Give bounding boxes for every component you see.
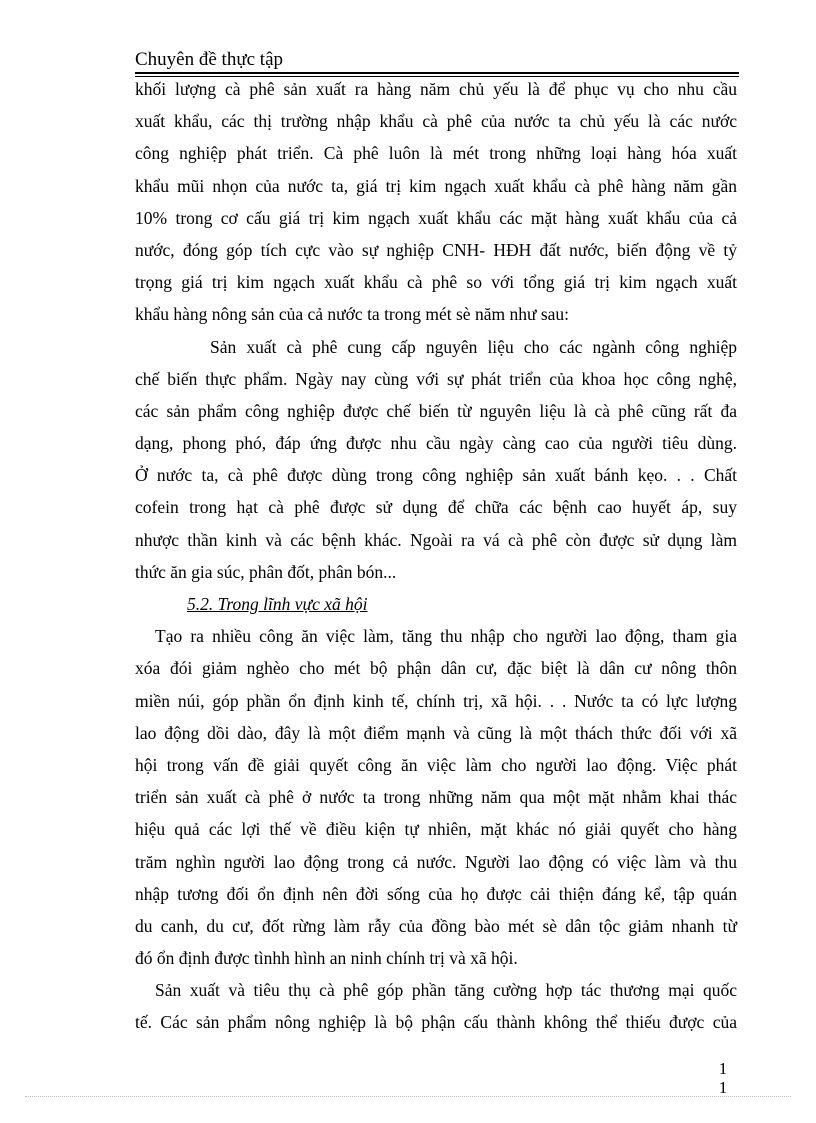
text-line: Ở nước ta, cà phê được dùng trong công nghiệp sản xuất bánh kẹo. . . Chất <box>135 465 737 486</box>
footer-divider <box>25 1096 791 1097</box>
text-line: tế. Các sản phẩm nông nghiệp là bộ phận cấu thành không thể thiếu được của <box>135 1012 737 1033</box>
text-line: xuất khẩu, các thị trường nhập khẩu cà phê của nước ta chủ yếu là các nước <box>135 111 737 132</box>
text-line: công nghiệp phát triển. Cà phê luôn là mét trong những loại hàng hóa xuất <box>135 143 737 164</box>
text-line: nhập tương đối ổn định nên đời sống của họ được cải thiện đáng kể, tập quán <box>135 883 737 904</box>
text-line: triển sản xuất cà phê ở nước ta trong những năm qua một mặt nhằm khai thác <box>135 787 737 808</box>
text-line: đó ổn định được tìnhh hình an ninh chính trị và xã hội. <box>135 948 518 969</box>
text-line: nước, đóng góp tích cực vào sự nghiệp CNH- HĐH đất nước, biến động về tỷ <box>135 239 737 260</box>
text-line: nhược thần kinh và các bệnh khác. Ngoài ra vá cà phê còn được sử dụng làm <box>135 529 737 550</box>
text-line: miền núi, góp phần ổn định kinh tế, chính trị, xã hội. . . Nước ta có lực lượng <box>135 690 737 711</box>
body-text <box>135 73 737 1039</box>
text-line: hội trong vấn đề giải quyết công ăn việc làm cho người lao động. Việc phát <box>135 754 737 775</box>
text-line: khối lượng cà phê sản xuất ra hàng năm chủ yếu là để phục vụ cho nhu cầu <box>135 79 737 99</box>
text-line: hiệu quả các lợi thế về điều kiện tự nhiên, mặt khác nó giải quyết cho hàng <box>135 819 737 840</box>
text-line: lao động dồi dào, đây là một điểm mạnh và cũng là một thách thức đối với xã <box>135 722 737 743</box>
text-line: thức ăn gia súc, phân đốt, phân bón... <box>135 561 397 582</box>
page-number: 1 <box>718 1078 728 1097</box>
section-heading: 5.2. Trong lĩnh vực xã hội <box>187 594 368 614</box>
text-line: xóa đói giảm nghèo cho mét bộ phận dân cư, đặc biệt là dân cư nông thôn <box>135 658 737 679</box>
page-number: 1 <box>718 1059 728 1078</box>
text-line: du canh, du cư, đốt rừng làm rẫy của đồng bào mét sè dân tộc giảm nhanh từ <box>135 915 737 936</box>
text-line: Sản xuất và tiêu thụ cà phê góp phần tăng cường hợp tác thương mại quốc <box>155 980 737 1001</box>
text-line: trăm nghìn người lao động trong cả nước. Người lao động có việc làm và thu <box>135 851 737 872</box>
text-line: cofein trong hạt cà phê được sử dụng để chữa các bệnh cao huyết áp, suy <box>135 497 737 518</box>
text-line: các sản phẩm công nghiệp được chế biến từ nguyên liệu là cà phê cũng rất đa <box>135 400 737 421</box>
text-line: khẩu hàng nông sản của cả nước ta trong mét sè năm như sau: <box>135 304 570 325</box>
text-line: Sản xuất cà phê cung cấp nguyên liệu cho các ngành công nghiệp <box>210 336 737 357</box>
text-line: dạng, phong phó, đáp ứng được nhu cầu ngày càng cao của người tiêu dùng. <box>135 433 737 454</box>
header-title: Chuyên đề thực tập <box>135 49 284 70</box>
text-line: trọng giá trị kim ngạch xuất khẩu cà phê so với tổng giá trị kim ngạch xuất <box>135 272 737 293</box>
text-line: chế biến thực phẩm. Ngày nay cùng với sự phát triển của khoa học công nghệ, <box>135 368 737 389</box>
text-line: Tạo ra nhiều công ăn việc làm, tăng thu nhập cho người lao động, tham gia <box>155 626 737 647</box>
text-line: khẩu mũi nhọn của nước ta, giá trị kim ngạch xuất khẩu cà phê hàng năm gần <box>135 175 737 196</box>
text-line: 10% trong cơ cấu giá trị kim ngạch xuất khẩu các mặt hàng xuất khẩu của cả <box>135 207 737 228</box>
